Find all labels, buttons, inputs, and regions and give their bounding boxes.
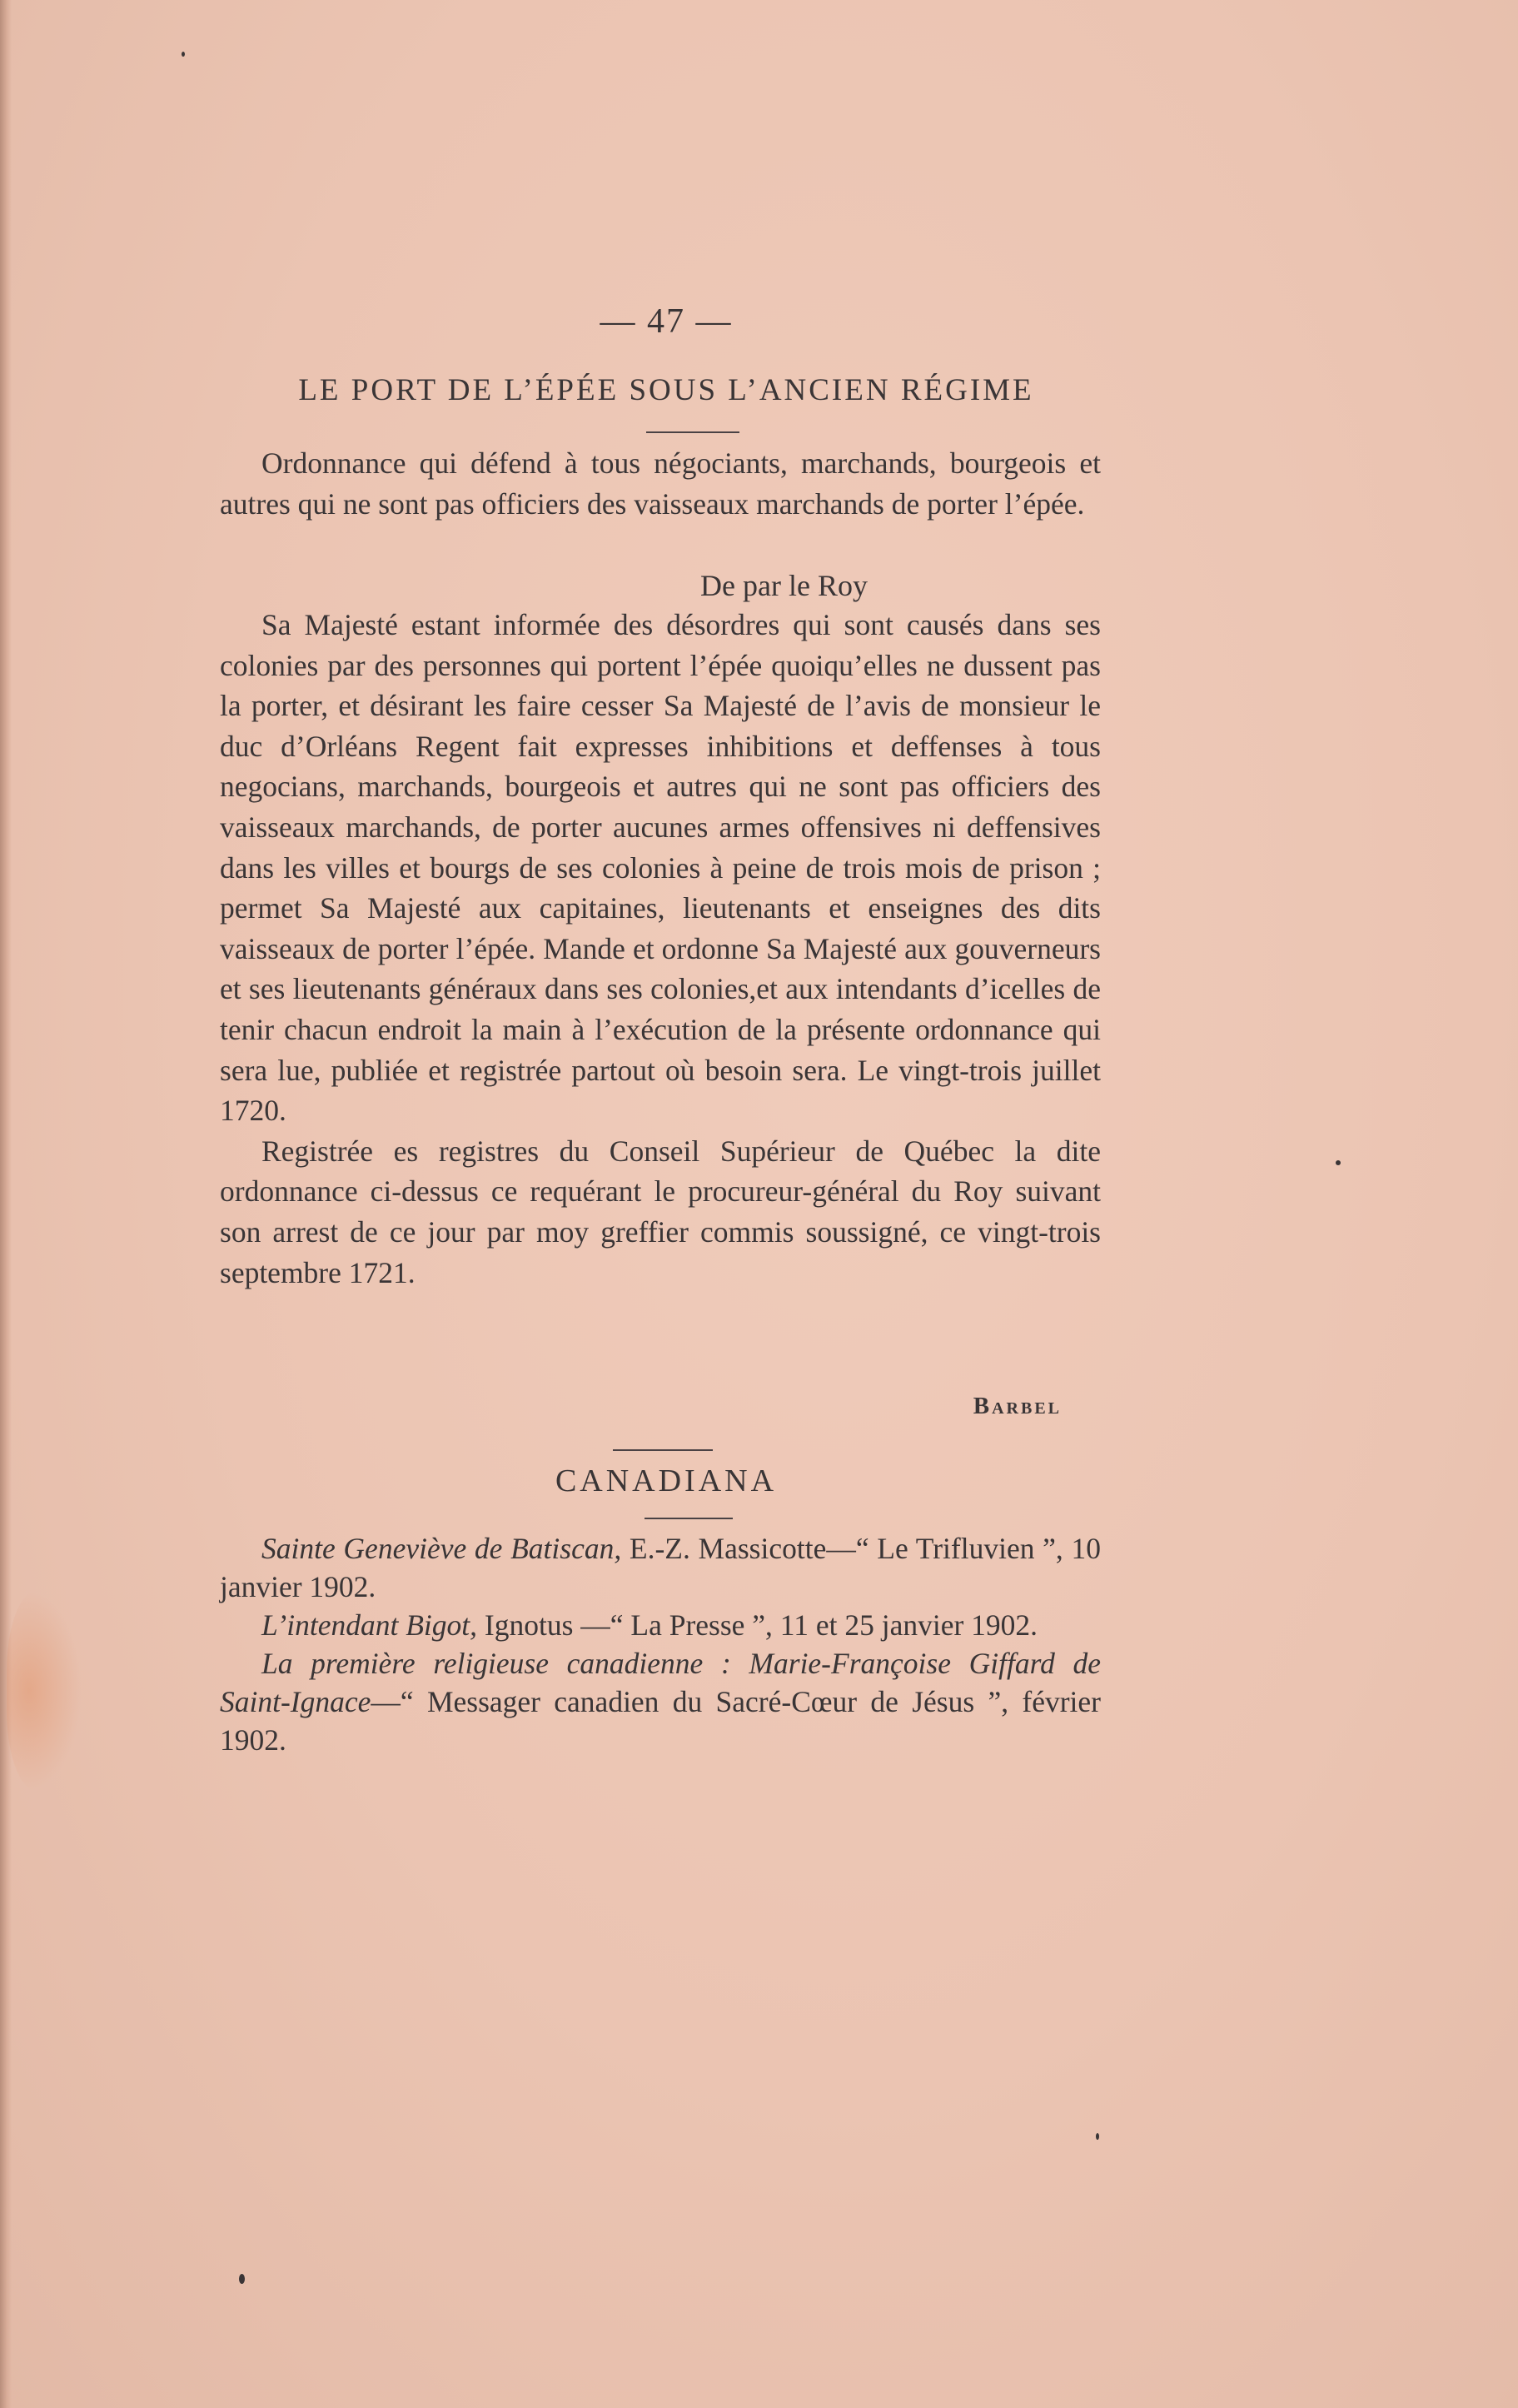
article-body — [220, 605, 1101, 1293]
canadiana-entry — [220, 1606, 1101, 1644]
entry-source: —“ Messager canadien du Sacré-Cœur de Jésus ”, février 1902. — [220, 1685, 1101, 1757]
canadiana-list — [220, 1529, 1101, 1759]
ink-speck — [1096, 2133, 1099, 2140]
canadiana-entry — [220, 1529, 1101, 1606]
page-number: — 47 — — [600, 302, 733, 341]
ink-speck — [182, 52, 185, 57]
entry-source: E.-Z. Massicotte—“ Le Trifluvien ”, 10 janvier 1902. — [220, 1532, 1101, 1603]
page-left-edge — [0, 0, 12, 2408]
canadiana-title: CANADIANA — [555, 1463, 778, 1498]
paper-stain — [7, 1591, 82, 1791]
ordonnance-heading — [220, 443, 1101, 524]
signature: Barbel — [973, 1393, 1062, 1419]
article-paragraph-1: Sa Majesté estant informée des désordres qui sont causés dans ses colonies par des personnes qui portent l’épée quoiqu’elles ne dussent pas la porter, et désirant les faire cesser Sa Majesté de l’avis de monsieur le duc d’Orléans Regent fait expresses inhibitions et deffenses à tous negocians, marchands, bourgeois et autres qui ne sont pas officiers des vaisseaux marchands, de porter aucunes armes offensives ni deffensives dans les villes et bourgs de ses colonies à peine de trois mois de prison ; permet Sa Majesté aux capitaines, lieutenants et enseignes des dits vaisseaux de porter l’épée. Mande et ordonne Sa Majesté aux gouverneurs et ses lieutenants généraux dans ses colonies,et aux intendants d’icelles de tenir chacun endroit la main à l’exécution de la présente ordonnance qui sera lue, publiée et registrée partout où besoin sera. Le vingt-trois juillet 1720. — [220, 608, 1101, 1128]
section-divider-bottom — [645, 1518, 733, 1519]
title-divider — [646, 431, 739, 433]
article-title: LE PORT DE L’ÉPÉE SOUS L’ANCIEN RÉGIME — [298, 373, 1034, 407]
canadiana-entry — [220, 1644, 1101, 1759]
section-divider-top — [613, 1449, 713, 1451]
entry-source: Ignotus —“ La Presse ”, 11 et 25 janvier 1902. — [477, 1608, 1038, 1642]
entry-title: La première religieuse canadienne : Marie-Françoise Giffard de Saint-Ignace — [220, 1647, 1101, 1718]
article-paragraph-2: Registrée es registres du Conseil Supérieur de Québec la dite ordonnance ci-dessus ce requérant le procureur-général du Roy suivant son arrest de ce jour par moy greffier commis soussigné, ce vingt-trois septembre 1721. — [220, 1134, 1101, 1289]
ordonnance-heading-text: Ordonnance qui défend à tous négociants, marchands, bourgeois et autres qui ne sont pas officiers des vaisseaux marchands de porter l’épée. — [220, 446, 1101, 521]
de-par-le-roy: De par le Roy — [700, 569, 868, 602]
ink-speck — [1336, 1160, 1341, 1165]
ink-speck — [239, 2274, 245, 2284]
entry-title: L’intendant Bigot, — [261, 1608, 478, 1642]
entry-title: Sainte Geneviève de Batiscan, — [261, 1532, 622, 1565]
